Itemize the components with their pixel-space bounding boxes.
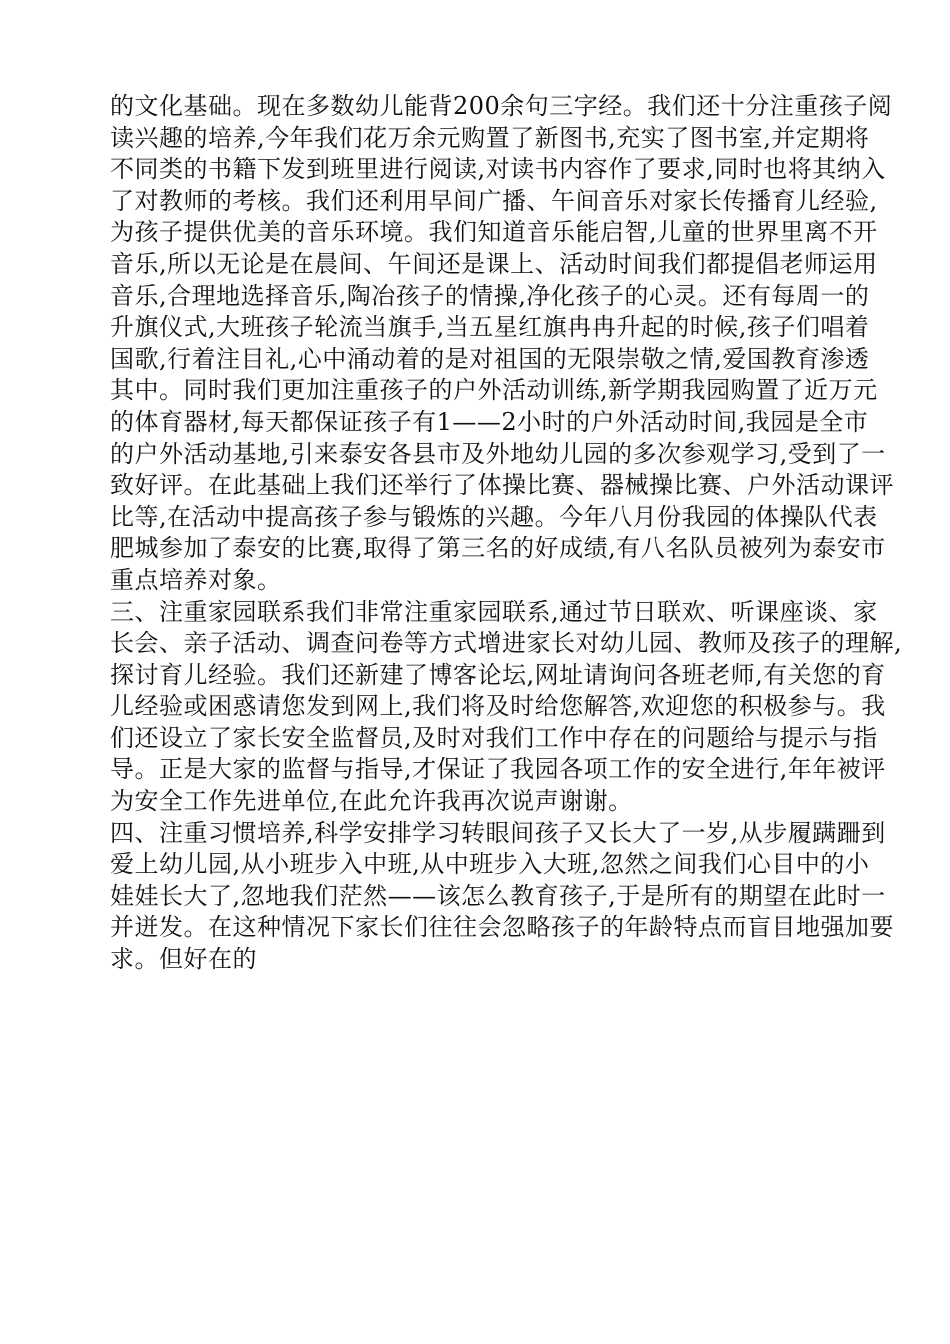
text-line: 娃娃长大了,忽地我们茫然——该怎么教育孩子,于是所有的期望在此时一 <box>110 881 886 910</box>
text-line: 读兴趣的培养,今年我们花万余元购置了新图书,充实了图书室,并定期将 <box>110 123 870 152</box>
text-line: 不同类的书籍下发到班里进行阅读,对读书内容作了要求,同时也将其纳入 <box>110 155 886 184</box>
text-line: 为安全工作先进单位,在此允许我再次说声谢谢。 <box>110 787 633 816</box>
text-line: 的文化基础。现在多数幼儿能背200余句三字经。我们还十分注重孩子阅 <box>110 92 893 120</box>
text-line: 三、注重家园联系我们非常注重家园联系,通过节日联欢、听课座谈、家 <box>110 597 878 626</box>
text-line: 爱上幼儿园,从小班步入中班,从中班步入大班,忽然之间我们心目中的小 <box>110 850 870 879</box>
text-line: 音乐,所以无论是在晨间、午间还是课上、活动时间我们都提倡老师运用 <box>110 249 878 278</box>
text-line: 肥城参加了泰安的比赛,取得了第三名的好成绩,有八名队员被列为泰安市 <box>110 534 886 563</box>
text-line: 升旗仪式,大班孩子轮流当旗手,当五星红旗冉冉升起的时候,孩子们唱着 <box>110 313 870 342</box>
text-line: 探讨育儿经验。我们还新建了博客论坛,网址请询问各班老师,有关您的育 <box>110 660 886 689</box>
text-line: 重点培养对象。 <box>110 565 282 594</box>
text-line: 的体育器材,每天都保证孩子有1——2小时的户外活动时间,我园是全市 <box>110 407 869 436</box>
text-line: 儿经验或困惑请您发到网上,我们将及时给您解答,欢迎您的积极参与。我 <box>110 692 886 721</box>
text-line: 导。正是大家的监督与指导,才保证了我园各项工作的安全进行,年年被评 <box>110 755 886 784</box>
text-line: 四、注重习惯培养,科学安排学习转眼间孩子又长大了一岁,从步履蹒跚到 <box>110 818 886 847</box>
text-line: 其中。同时我们更加注重孩子的户外活动训练,新学期我园购置了近万元 <box>110 376 878 405</box>
text-line: 求。但好在的 <box>110 945 257 974</box>
text-line: 长会、亲子活动、调查问卷等方式增进家长对幼儿园、教师及孩子的理解, <box>110 629 903 658</box>
text-line: 们还设立了家长安全监督员,及时对我们工作中存在的问题给与提示与指 <box>110 723 878 752</box>
text-line: 了对教师的考核。我们还利用早间广播、午间音乐对家长传播育儿经验, <box>110 186 878 215</box>
text-line: 国歌,行着注目礼,心中涌动着的是对祖国的无限崇敬之情,爱国教育渗透 <box>110 344 870 373</box>
text-line: 比等,在活动中提高孩子参与锻炼的兴趣。今年八月份我园的体操队代表 <box>110 502 878 531</box>
text-line: 致好评。在此基础上我们还举行了体操比赛、器械操比赛、户外活动课评 <box>110 471 894 500</box>
document-body-text <box>110 91 903 976</box>
text-line: 为孩子提供优美的音乐环境。我们知道音乐能启智,儿童的世界里离不开 <box>110 218 878 247</box>
text-line: 音乐,合理地选择音乐,陶冶孩子的情操,净化孩子的心灵。还有每周一的 <box>110 281 870 310</box>
text-line: 并迸发。在这种情况下家长们往往会忽略孩子的年龄特点而盲目地强加要 <box>110 913 894 942</box>
text-line: 的户外活动基地,引来泰安各县市及外地幼儿园的多次参观学习,受到了一 <box>110 439 886 468</box>
